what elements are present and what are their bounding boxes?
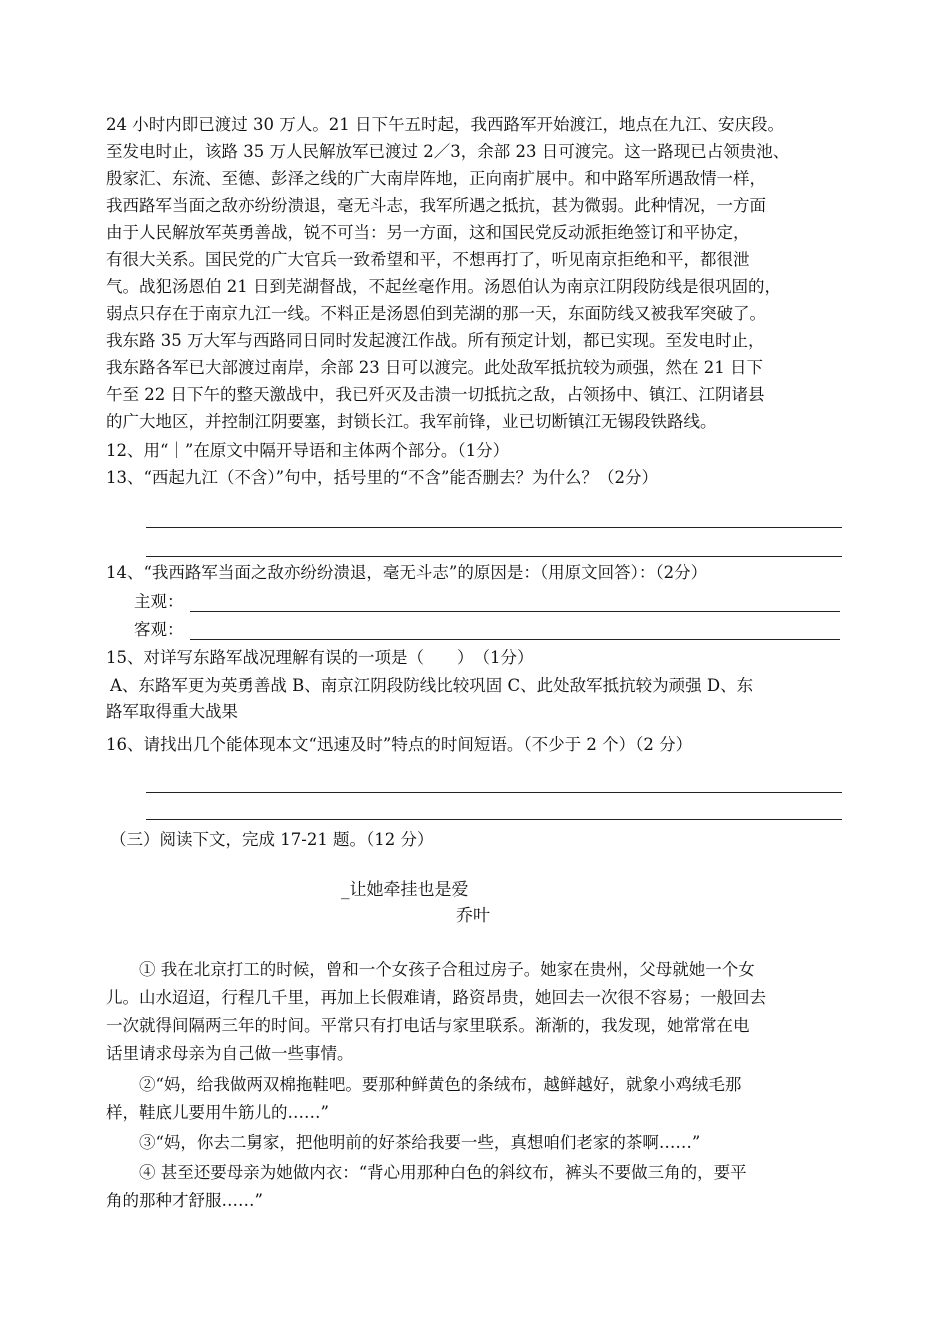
passage-line: 弱点只存在于南京九江一线。不料正是汤恩伯到芜湖的那一天，东面防线又被我军突破了。 xyxy=(106,304,766,323)
story-line: ① 我在北京打工的时候，曾和一个女孩子合租过房子。她家在贵州，父母就她一个女 xyxy=(106,960,755,979)
question-12: 12、用“｜”在原文中隔开导语和主体两个部分。（1分） xyxy=(106,441,510,460)
answer-line-16a[interactable] xyxy=(146,792,842,793)
answer-line-14-subjective[interactable] xyxy=(190,611,840,612)
answer-line-13b[interactable] xyxy=(146,556,842,557)
passage-line: 气。战犯汤恩伯 21 日到芜湖督战，不起丝毫作用。汤恩伯认为南京江阴段防线是很巩固的， xyxy=(106,277,781,296)
passage-line: 有很大关系。国民党的广大官兵一致希望和平，不想再打了，听见南京拒绝和平，都很泄 xyxy=(106,250,750,269)
passage-line: 我西路军当面之敌亦纷纷溃退，毫无斗志，我军所遇之抵抗，甚为微弱。此种情况，一方面 xyxy=(106,196,766,215)
story-line: ②“妈，给我做两双棉拖鞋吧。要那种鲜黄色的条绒布，越鲜越好，就象小鸡绒毛那 xyxy=(106,1075,742,1094)
answer-line-13a[interactable] xyxy=(146,527,842,528)
story-line: ③“妈，你去二舅家，把他明前的好茶给我要一些，真想咱们老家的茶啊……” xyxy=(106,1133,701,1152)
story-line: 样，鞋底儿要用牛筋儿的……” xyxy=(106,1103,329,1122)
question-15: 15、对详写东路军战况理解有误的一项是（ ） （1分） xyxy=(106,648,534,667)
q14-objective-label: 客观： xyxy=(134,620,184,639)
passage-line: 的广大地区，并控制江阴要塞，封锁长江。我军前锋，业已切断镇江无锡段铁路线。 xyxy=(106,412,717,431)
answer-line-14-objective[interactable] xyxy=(190,639,840,640)
story-author: 乔叶 xyxy=(456,906,490,926)
question-15-options-cont: 路军取得重大战果 xyxy=(106,702,238,721)
question-15-options: A、东路军更为英勇善战 B、南京江阴段防线比较巩固 C、此处敌军抵抗较为顽强 D、东 xyxy=(110,676,754,695)
passage-line: 我东路 35 万大军与西路同日同时发起渡江作战。所有预定计划，都已实现。至发电时止， xyxy=(106,331,765,350)
story-line: 儿。山水迢迢，行程几千里，再加上长假难请，路资昂贵，她回去一次很不容易；一般回去 xyxy=(106,988,766,1007)
story-line: 角的那种才舒服……” xyxy=(106,1191,263,1210)
story-line: 一次就得间隔两三年的时间。平常只有打电话与家里联系。渐渐的，我发现，她常常在电 xyxy=(106,1016,750,1035)
question-13: 13、“西起九江（不含）”句中，括号里的“不含”能否删去？为什么？（2分） xyxy=(106,468,658,487)
answer-line-16b[interactable] xyxy=(146,819,842,820)
passage-line: 我东路各军已大部渡过南岸，余部 23 日可以渡完。此处敌军抵抗较为顽强，然在 21 日下 xyxy=(106,358,763,377)
q14-subjective-label: 主观： xyxy=(134,592,184,611)
story-title: _让她牵挂也是爱 xyxy=(341,880,469,900)
section-3-heading: （三）阅读下文，完成 17-21 题。（12 分） xyxy=(110,830,434,849)
passage-line: 24 小时内即已渡过 30 万人。21 日下午五时起，我西路军开始渡江，地点在九江、安庆段。 xyxy=(106,115,784,134)
passage-line: 由于人民解放军英勇善战，锐不可当：另一方面，这和国民党反动派拒绝签订和平协定， xyxy=(106,223,750,242)
passage-line: 午至 22 日下午的整天激战中，我已歼灭及击溃一切抵抗之敌，占领扬中、镇江、江阴诸县 xyxy=(106,385,765,404)
story-line: 话里请求母亲为自己做一些事情。 xyxy=(106,1044,354,1063)
question-16: 16、请找出几个能体现本文“迅速及时”特点的时间短语。（不少于 2 个）（2 分） xyxy=(106,735,693,754)
story-line: ④ 甚至还要母亲为她做内衣：“背心用那种白色的斜纹布，裤头不要做三角的，要平 xyxy=(106,1163,747,1182)
passage-line: 殷家汇、东流、至德、彭泽之线的广大南岸阵地，正向南扩展中。和中路军所遇敌情一样， xyxy=(106,169,766,188)
passage-line: 至发电时止，该路 35 万人民解放军已渡过 2／3，余部 23 日可渡完。这一路现已占领贵池、 xyxy=(106,142,790,161)
question-14: 14、“我西路军当面之敌亦纷纷溃退，毫无斗志”的原因是：（用原文回答）：（2分） xyxy=(106,563,708,582)
